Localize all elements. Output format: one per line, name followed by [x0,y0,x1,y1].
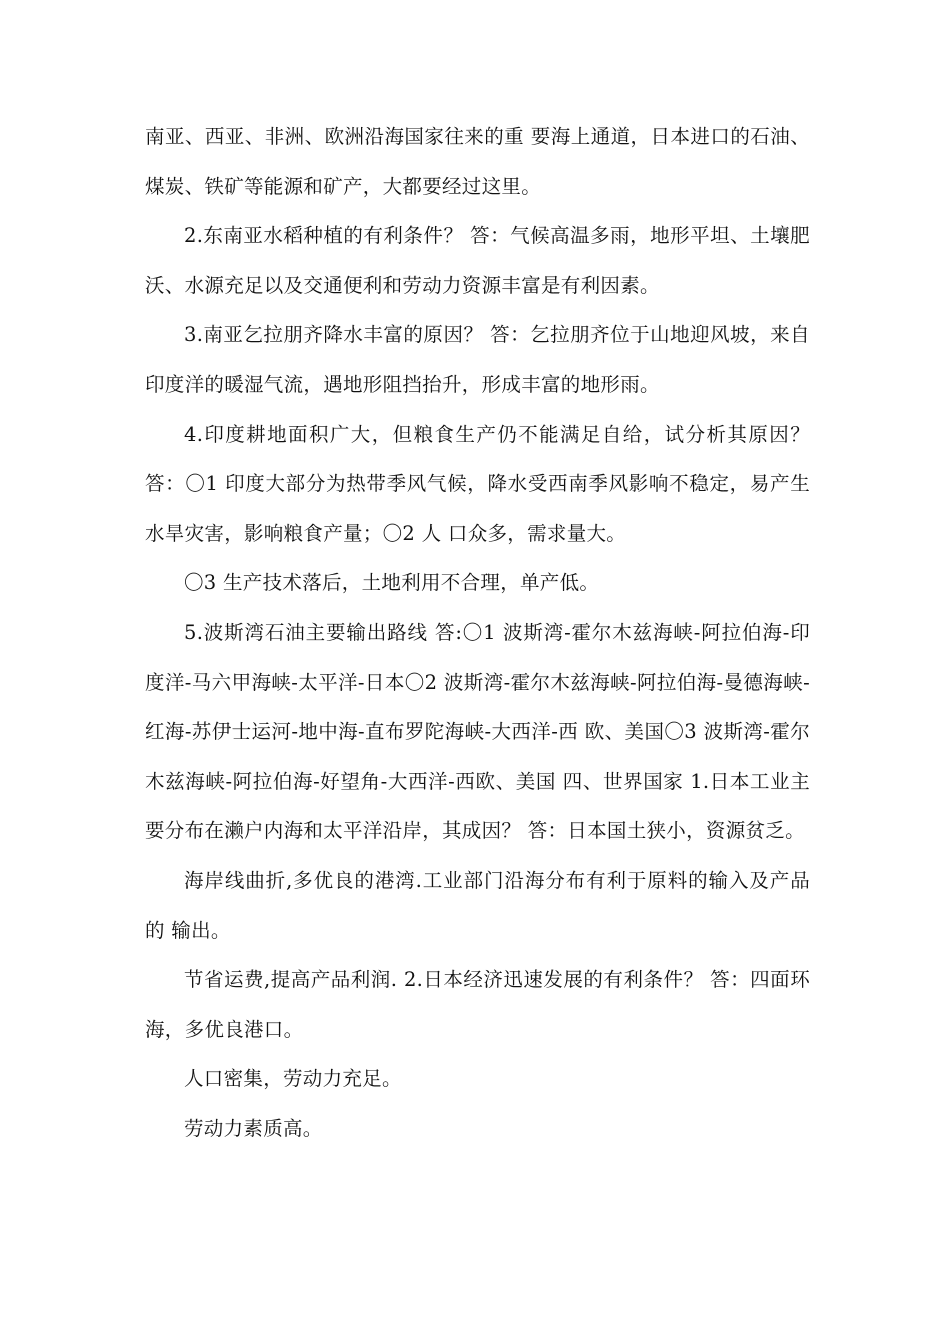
paragraph-japan-economy: 节省运费,提高产品利润. 2.日本经济迅速发展的有利条件？ 答：四面环海，多优良港口。 [145,968,810,1041]
paragraph-persian-gulf-routes: 5.波斯湾石油主要输出路线 答:〇1 波斯湾-霍尔木兹海峡-阿拉伯海-印度洋-马六甲海峡-太平洋-日本〇2 波斯湾-霍尔木兹海峡-阿拉伯海-曼德海峡-红海-苏伊士运河-地中海-直布罗陀海峡-大西洋-西 欧、美国〇3 波斯湾-霍尔木兹海峡-阿拉伯海-好望角-大西洋-西欧、美国 四、世界国家 1.日本工业主要分布在濑户内海和太平洋沿岸，其成因？ 答：日本国土狭小，资源贫乏。 [145,620,810,843]
paragraph-sea-route: 南亚、西亚、非洲、欧洲沿海国家往来的重 要海上通道，日本进口的石油、煤炭、铁矿等能源和矿产，大都要经过这里。 [145,125,810,198]
paragraph-india-grain-reason-3: 〇3 生产技术落后，土地利用不合理，单产低。 [184,571,600,595]
paragraph-rice-conditions: 2.东南亚水稻种植的有利条件？ 答：气候高温多雨，地形平坦、土壤肥沃、水源充足以及交通便利和劳动力资源丰富是有利因素。 [145,224,810,297]
paragraph-coastline: 海岸线曲折,多优良的港湾.工业部门沿海分布有利于原料的输入及产品的 输出。 [145,868,810,942]
paragraph-india-grain: 4.印度耕地面积广大，但粮食生产仍不能满足自给，试分析其原因？ 答：〇1 印度大部分为热带季风气候，降水受西南季风影响不稳定，易产生水旱灾害，影响粮食产量；〇2 人 口众多，需求量大。 [145,422,810,545]
paragraph-cherrapunji: 3.南亚乞拉朋齐降水丰富的原因？ 答：乞拉朋齐位于山地迎风坡，来自印度洋的暖湿气流，遇地形阻挡抬升，形成丰富的地形雨。 [145,323,810,396]
paragraph-labor-supply: 人口密集，劳动力充足。 [184,1067,402,1091]
paragraph-labor-quality: 劳动力素质高。 [184,1116,323,1140]
document-body [145,112,810,1153]
